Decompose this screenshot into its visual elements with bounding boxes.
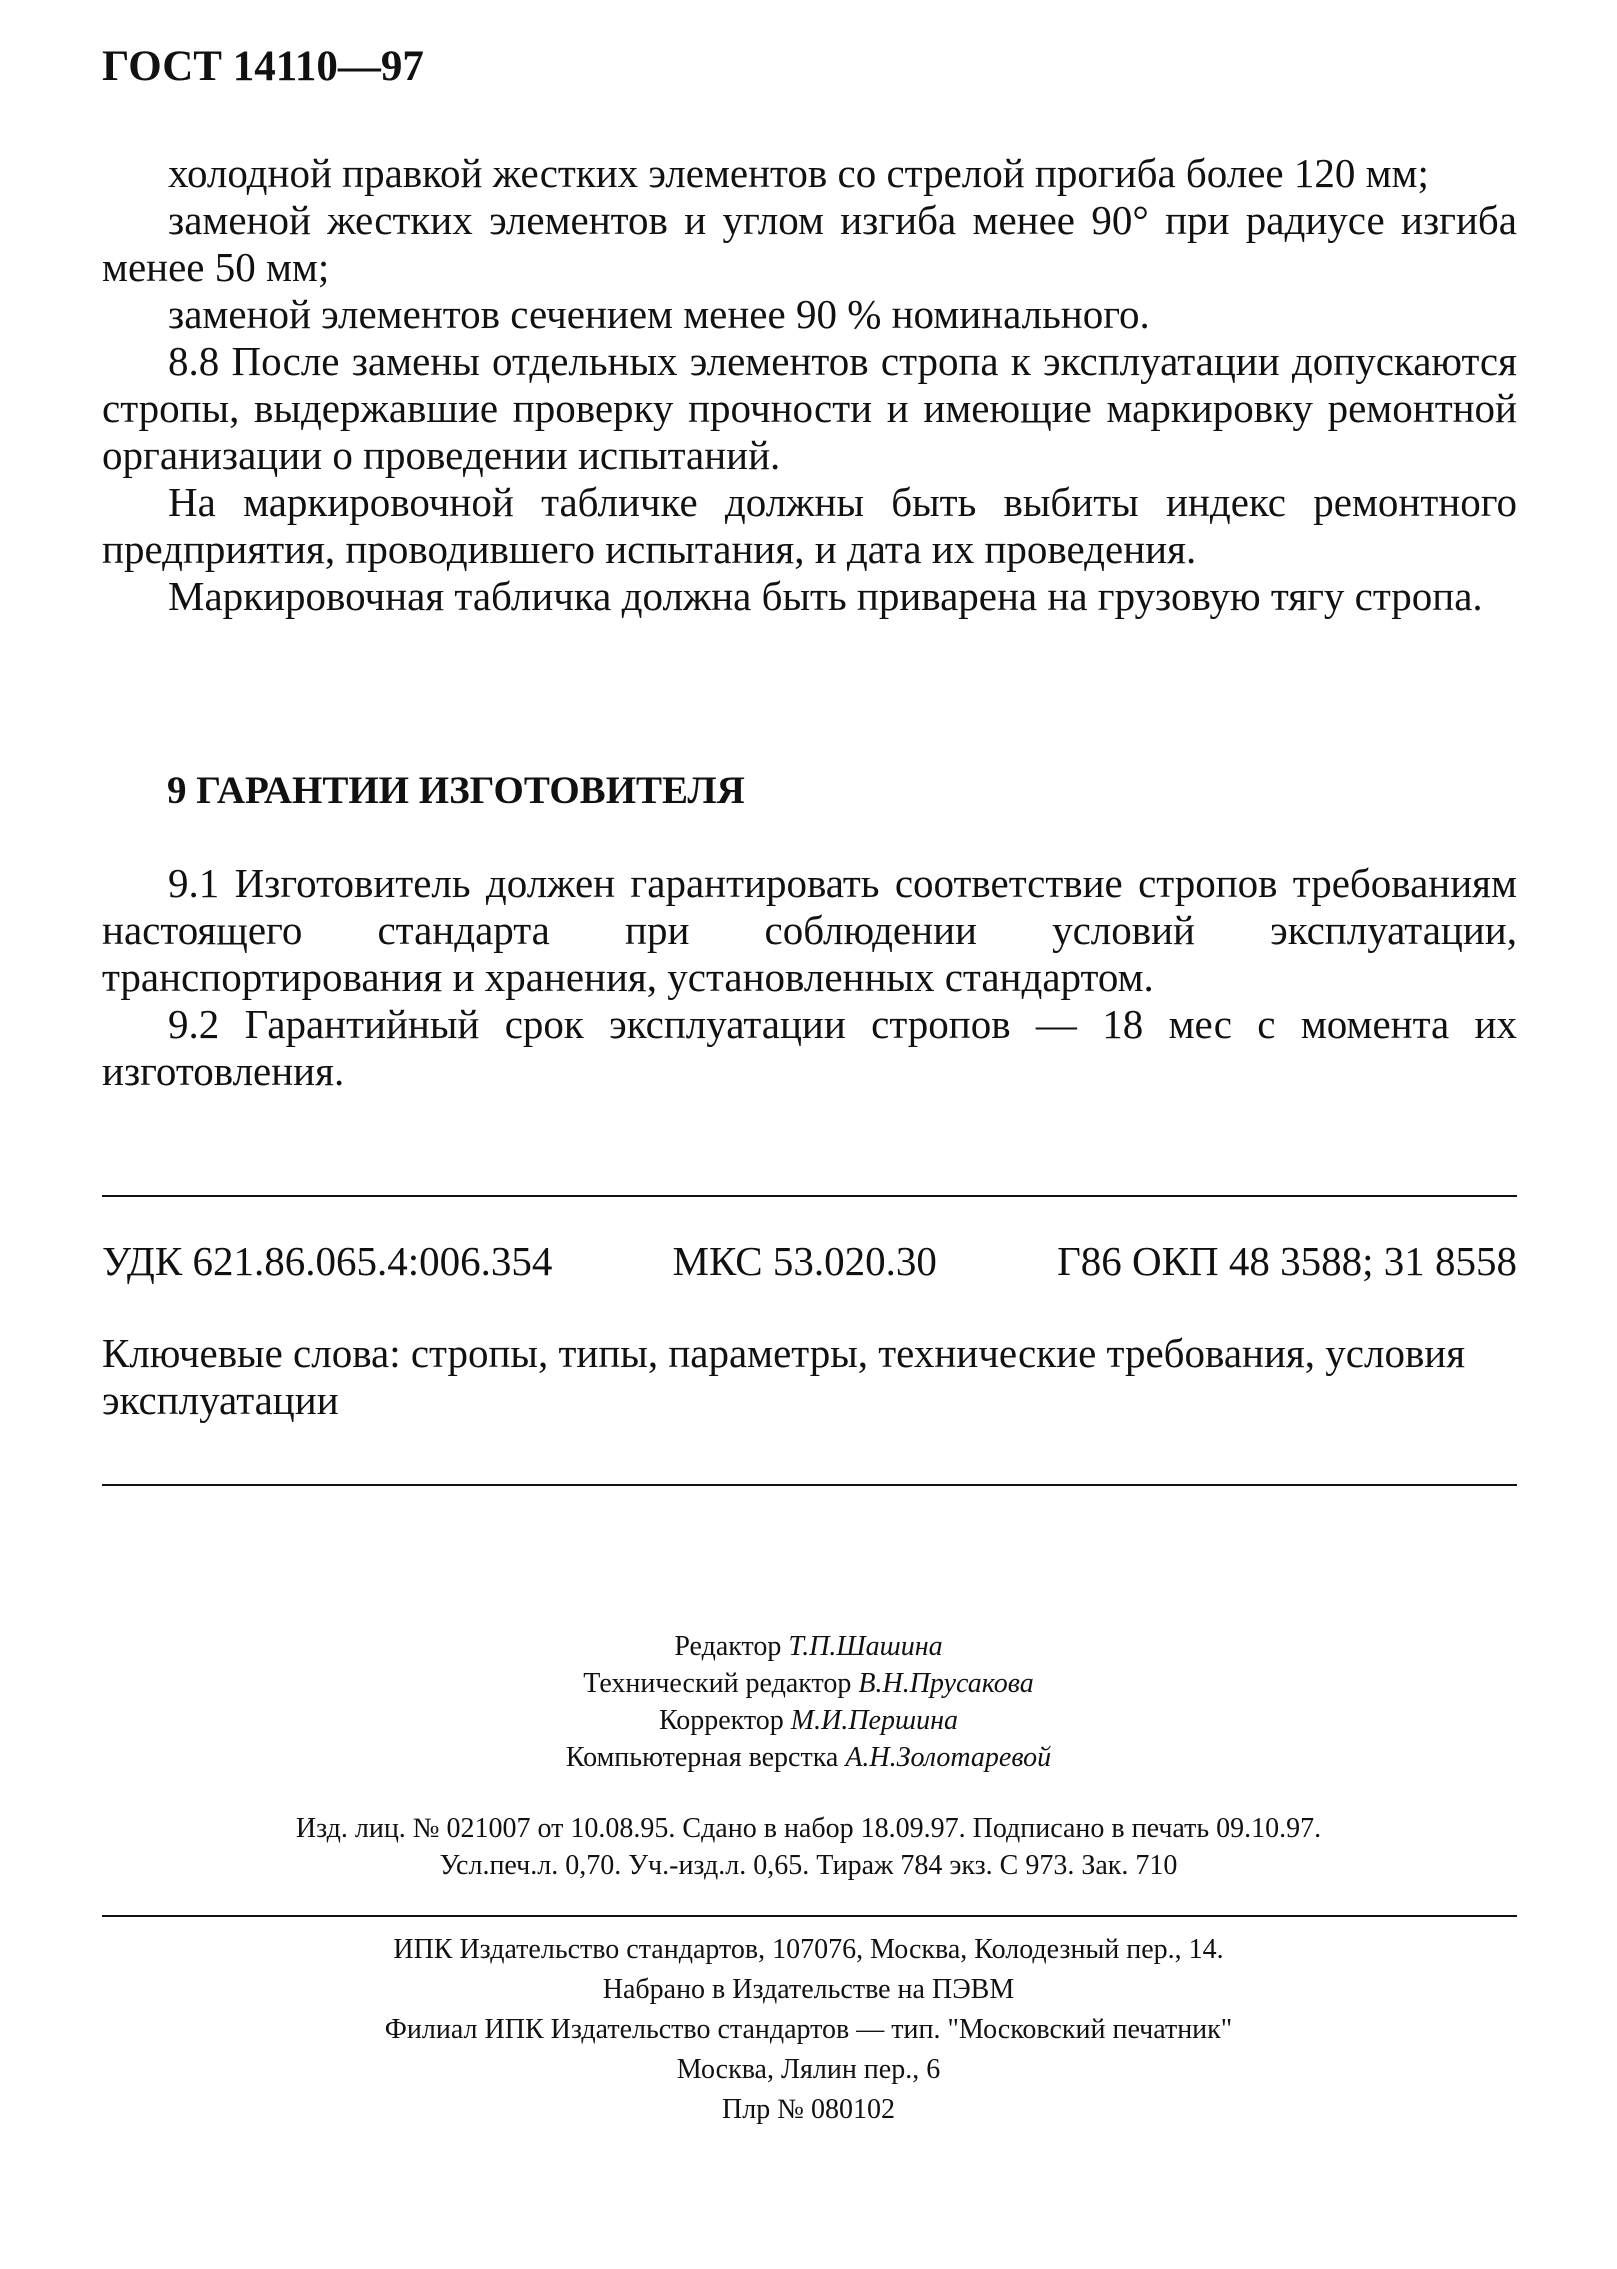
classification-line <box>102 1237 1517 1285</box>
paragraph-8-8: 8.8 После замены отдельных элементов стропа к эксплуатации допускаются стропы, выдержавшие проверку прочности и имеющие маркировку ремонтной организации о проведении испытаний. <box>102 338 1517 478</box>
document-code-header: ГОСТ 14110—97 <box>102 43 424 90</box>
imprint-line: Москва, Лялин пер., 6 <box>676 2054 941 2085</box>
divider <box>102 1195 1517 1197</box>
keywords: Ключевые слова: стропы, типы, параметры, технические требования, условия эксплуатации <box>102 1330 1466 1423</box>
publishing-info <box>0 1810 1617 1884</box>
paragraph: Маркировочная табличка должна быть приварена на грузовую тягу стропа. <box>168 573 1483 619</box>
publishing-line: Усл.печ.л. 0,70. Уч.-изд.л. 0,65. Тираж 784 экз. С 973. Зак. 710 <box>439 1850 1178 1881</box>
body-text-block-top <box>102 150 1517 620</box>
mks-code: МКС 53.020.30 <box>672 1238 937 1284</box>
credit-layout: Компьютерная верстка А.Н.Золотаревой <box>565 1742 1052 1773</box>
section-heading-9: 9 ГАРАНТИИ ИЗГОТОВИТЕЛЯ <box>167 769 745 812</box>
credit-corrector: Корректор М.И.Першина <box>658 1705 959 1736</box>
paragraph: заменой элементов сечением менее 90 % номинального. <box>168 291 1150 337</box>
credit-editor: Редактор Т.П.Шашина <box>674 1631 943 1662</box>
credit-tech-editor: Технический редактор В.Н.Прусакова <box>583 1668 1034 1699</box>
udk-code: УДК 621.86.065.4:006.354 <box>102 1238 553 1284</box>
paragraph: холодной правкой жестких элементов со стрелой прогиба более 120 мм; <box>168 150 1429 196</box>
paragraph: На маркировочной табличке должны быть выбиты индекс ремонтного предприятия, проводившего испытания, и дата их проведения. <box>102 479 1517 572</box>
editorial-credits <box>0 1628 1617 1776</box>
imprint-line: ИПК Издательство стандартов, 107076, Москва, Колодезный пер., 14. <box>393 1934 1224 1965</box>
imprint-line: Набрано в Издательстве на ПЭВМ <box>602 1974 1015 2005</box>
imprint <box>0 1930 1617 2130</box>
imprint-line: Плр № 080102 <box>722 2094 895 2125</box>
paragraph-9-1: 9.1 Изготовитель должен гарантировать соответствие стропов требованиям настоящего стандарта при соблюдении условий эксплуатации, транспортирования и хранения, установленных стандартом. <box>102 860 1517 1000</box>
publishing-line: Изд. лиц. № 021007 от 10.08.95. Сдано в набор 18.09.97. Подписано в печать 09.10.97. <box>295 1813 1322 1844</box>
body-text-block-section9 <box>102 860 1517 1095</box>
paragraph: заменой жестких элементов и углом изгиба менее 90° при радиусе изгиба менее 50 мм; <box>102 197 1517 290</box>
paragraph-9-2: 9.2 Гарантийный срок эксплуатации стропов — 18 мес с момента их изготовления. <box>102 1001 1517 1094</box>
divider <box>102 1484 1517 1486</box>
divider <box>102 1915 1517 1917</box>
okp-code: Г86 ОКП 48 3588; 31 8558 <box>1057 1238 1517 1284</box>
imprint-line: Филиал ИПК Издательство стандартов — тип. "Московский печатник" <box>384 2014 1233 2045</box>
